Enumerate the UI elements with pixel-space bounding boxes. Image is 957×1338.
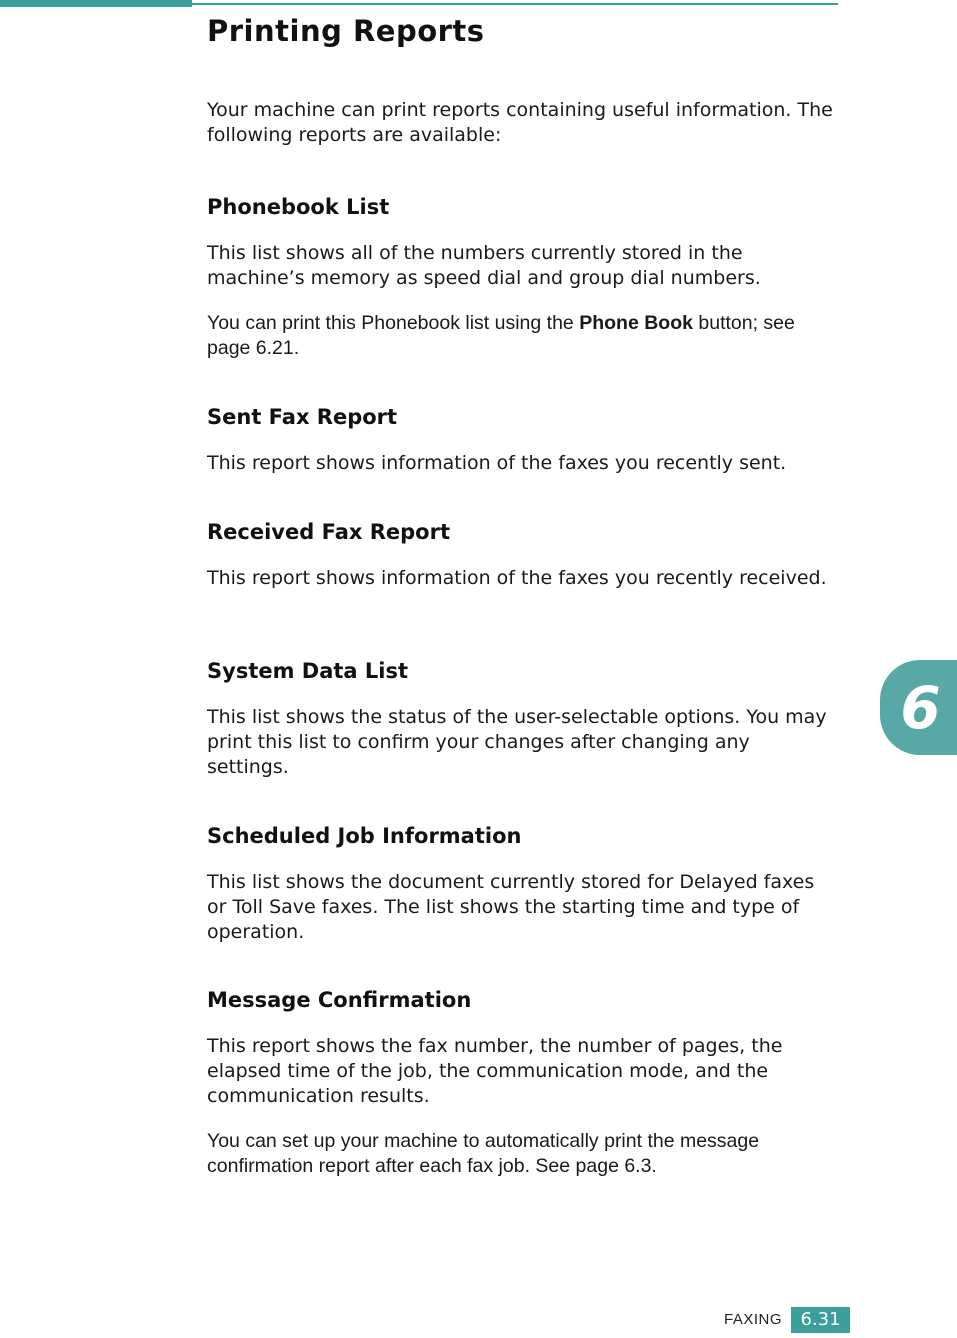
section-heading: Message Confirmation [207, 988, 472, 1012]
phone-book-button-label: Phone Book [579, 312, 693, 334]
footer-section-label: FAXING [723, 1311, 782, 1328]
section-received-fax-report [207, 518, 837, 591]
section-body: This list shows the status of the user-selectable options. You may print this list to confirm your changes after changing any settings. [207, 706, 827, 778]
section-heading: Received Fax Report [207, 520, 450, 544]
header-accent-bar [0, 0, 192, 7]
page-number: 6.31 [791, 1307, 850, 1333]
note-text: You can print this Phonebook list using the [207, 312, 580, 334]
page-title: Printing Reports [207, 14, 485, 48]
section-heading: System Data List [207, 659, 409, 683]
section-body: This list shows all of the numbers currently stored in the machine’s memory as speed dial and group dial numbers. [207, 242, 761, 289]
chapter-tab [880, 660, 957, 755]
section-note: You can set up your machine to automatically print the message confirmation report after each fax job. See page 6.3. [207, 1130, 760, 1177]
section-message-confirmation [207, 986, 837, 1179]
intro-paragraph: Your machine can print reports containing useful information. The following reports are available: [207, 99, 833, 146]
section-note [207, 311, 837, 361]
section-heading: Phonebook List [207, 195, 390, 219]
section-heading: Scheduled Job Information [207, 824, 522, 848]
note-text: button; see page 6.21. [207, 312, 795, 359]
chapter-number: 6 [900, 673, 941, 742]
section-scheduled-job-information [207, 822, 837, 945]
section-body: This report shows information of the faxes you recently received. [207, 567, 827, 589]
section-body: This list shows the document currently stored for Delayed faxes or Toll Save faxes. The list shows the starting time and type of operation. [207, 871, 815, 943]
section-phonebook-list [207, 193, 837, 361]
section-system-data-list [207, 657, 837, 780]
section-body: This report shows information of the faxes you recently sent. [207, 452, 787, 474]
section-heading: Sent Fax Report [207, 405, 398, 429]
section-body: This report shows the fax number, the number of pages, the elapsed time of the job, the communication mode, and the communication results. [207, 1035, 783, 1107]
header-rule [192, 3, 838, 5]
section-sent-fax-report [207, 403, 837, 476]
